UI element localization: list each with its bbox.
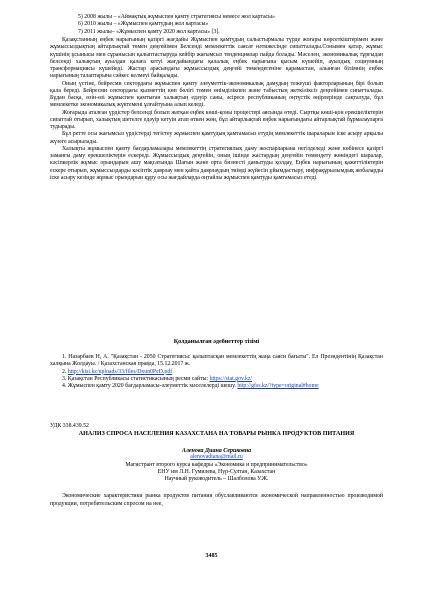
reference-item: 3. Қазақстан Республикасы статистикасының ресми сайты: https://stat.gov.kz/: [62, 375, 253, 382]
reference-item: 4. Жұмыспен қамту 2020 бағдарламасы-әлеуметтік мәселелерді шешу. http://gfss.kz/?type=original#home: [62, 383, 319, 389]
paragraph: Қазақстанның еңбек нарығының қазіргі жағдайы Жұмыспен қамтудың салыстырмалы түрде жоғары көрсеткіштерімен және жұмыссыздықтың айтарлықтай төмен деңгейімен Белсенді мемлекеттік саясат нәтижесінде сипатталады.Сонымен қатар, жұмыс күшінің ұсынысы мен сұранысын қалыптастыруда кейбір жағымсыз тенденциялар пайда болады. Мәселен, экономикалық тұрғыдан белсенді халықтың ауылдан қалаға кетуі жағдайындағы қалалық еңбек нарығына қысым күшейіп, ауылдық социумның трансформациясы күшейеді. Жастар арасындағы жұмыссыздық деңгейі төмендегеніне қарамастан, алынған білімнің еңбек нарығының талаптарына сәйкес келмеуі байқалады.: [50, 37, 383, 80]
paragraph: Халықты жұмыспен қамту бағдарламалары мемлекеттің стратегиялық даму жоспарларына негізделеді және көбінесе қазіргі заманғы даму ерекшеліктерін ескереді. Жұмыссыздық деңгейін, оның ішінде жастардың деңгейін төмендету жөніндегі шаралар, кәсіпкерлік жұмыс орындарын ашу мақсатында Шағын және орта бизнесті дамытуды қолдау, Еңбек нарығының қажеттіліктерін ескере отырып, жұмыссыздарды кәсіптік даярлау мен қайта даярлаудың тиімді жүйесін ұйымдастыру, инфрақұрылымдық жобаларды іске асыру кезінде жұмыс орындарын құру осы жағдайларда оңтайлы жұмыспен қамтуды қамтамасыз етеді.: [50, 145, 383, 181]
author-email-link[interactable]: alenovadiana@mail.ru: [190, 454, 243, 461]
affiliation-line: Научный руководитель – Шалболова У.Ж.: [164, 476, 269, 482]
references-heading: Қолданылған әдебиеттер тізімі: [173, 339, 260, 345]
reference-link[interactable]: http://gfss.kz/?type=original#home: [237, 383, 319, 389]
abstract-start: Экономические характеристики рынка продуктов питания обуславливаются экономической направленностью производимой продукции, потребительским спросом на нее,: [50, 493, 383, 507]
list-item: 7) 2011 жылы– «Жұмыспен қамту 2020 жол картасы» [3].: [78, 28, 220, 35]
paragraph: Жоғарыда аталған үрдістер белсенді болып жатқан еңбек көші-қоны процестері аясында өтеді. Сыртқы көші-қон ерекшеліктерін сипаттай отырып, халықтың шетелге едәуір кетуін атап өткен жөн, бұл айтарлықтай еңбек нарығындағы айтарлықтай бұрмалауларға тудырады.: [50, 109, 383, 130]
paragraph: Оның үстіне, бейресми сектордағы жұмыспен қамту әлеуметтік-экономикалық дамудың тежеуші факторларының бірі болып қала береді. Бейресми сектордағы қызметтің көп бөлігі төмен өнімділікпен және табыстың жеткіліксіз деңгейімен сипатталады. Бұдан басқа, өзін-өзі жұмыспен қамтыған халықтың едәуір саны, әсіресе республиканың оңтүстік өңірлерінде сақталуда, бұл мемлекетке экономикалық жүктемені ұлғайтуына алып келеді.: [50, 80, 383, 109]
udk-code: УДК 338.439.52: [50, 423, 89, 429]
article-title: АНАЛИЗ СПРОСА НАСЕЛЕНИЯ КАЗАХСТАНА НА ТОВАРЫ РЫНКА ПРОДУКТОВ ПИТАНИЯ: [78, 431, 355, 438]
list-item: 5) 2008 жылы – «Аймақтық жұмыспен қамту стратегиясы немесе жол картасы»: [78, 14, 275, 20]
reference-link[interactable]: http://kisi.kz/uploads/33/files/Dxun0PeD.pdf: [67, 368, 173, 375]
reference-item: 2. http://kisi.kz/uploads/33/files/Dxun0PeD.pdf: [62, 368, 173, 375]
paragraph: Бұл ретте осы жағымсыз үрдістерді тегістеу жұмыспен қамтудың қамтамасыз етудің мемлекеттік шараларын іске асыру арқылы жүзеге асырылады.: [50, 131, 383, 145]
author-name: Аленова Диана Сериковна: [181, 448, 252, 455]
reference-item: 1. Назарбаев Н, А. "Қазақстан - 2050 Стратегиясы: қалыптасқан мемлекеттің жаңа саяси бағыты". Ел Президентінің Қазақстан халқына Жолдауы. / Қазахстанская правда, 15.12.2017 ж.: [50, 354, 383, 368]
strategy-list: [50, 14, 383, 36]
article-header: [50, 423, 383, 508]
body-text: [50, 37, 383, 182]
page-number: 3485: [205, 553, 218, 559]
author-email-line: [50, 454, 383, 461]
affiliation-line: ЕНУ им Л.Н. Гумилева, Нур-Султан, Казахстан: [157, 468, 276, 475]
affiliation-line: Магистрант второго курса кафедры «Экономика и предпринимательство»: [125, 461, 308, 468]
list-item: 6) 2010 жылы – «Жұмыспен қамтудың жол картасы»: [78, 21, 209, 28]
references: [50, 338, 383, 390]
reference-link[interactable]: https://stat.gov.kz/: [209, 375, 253, 382]
